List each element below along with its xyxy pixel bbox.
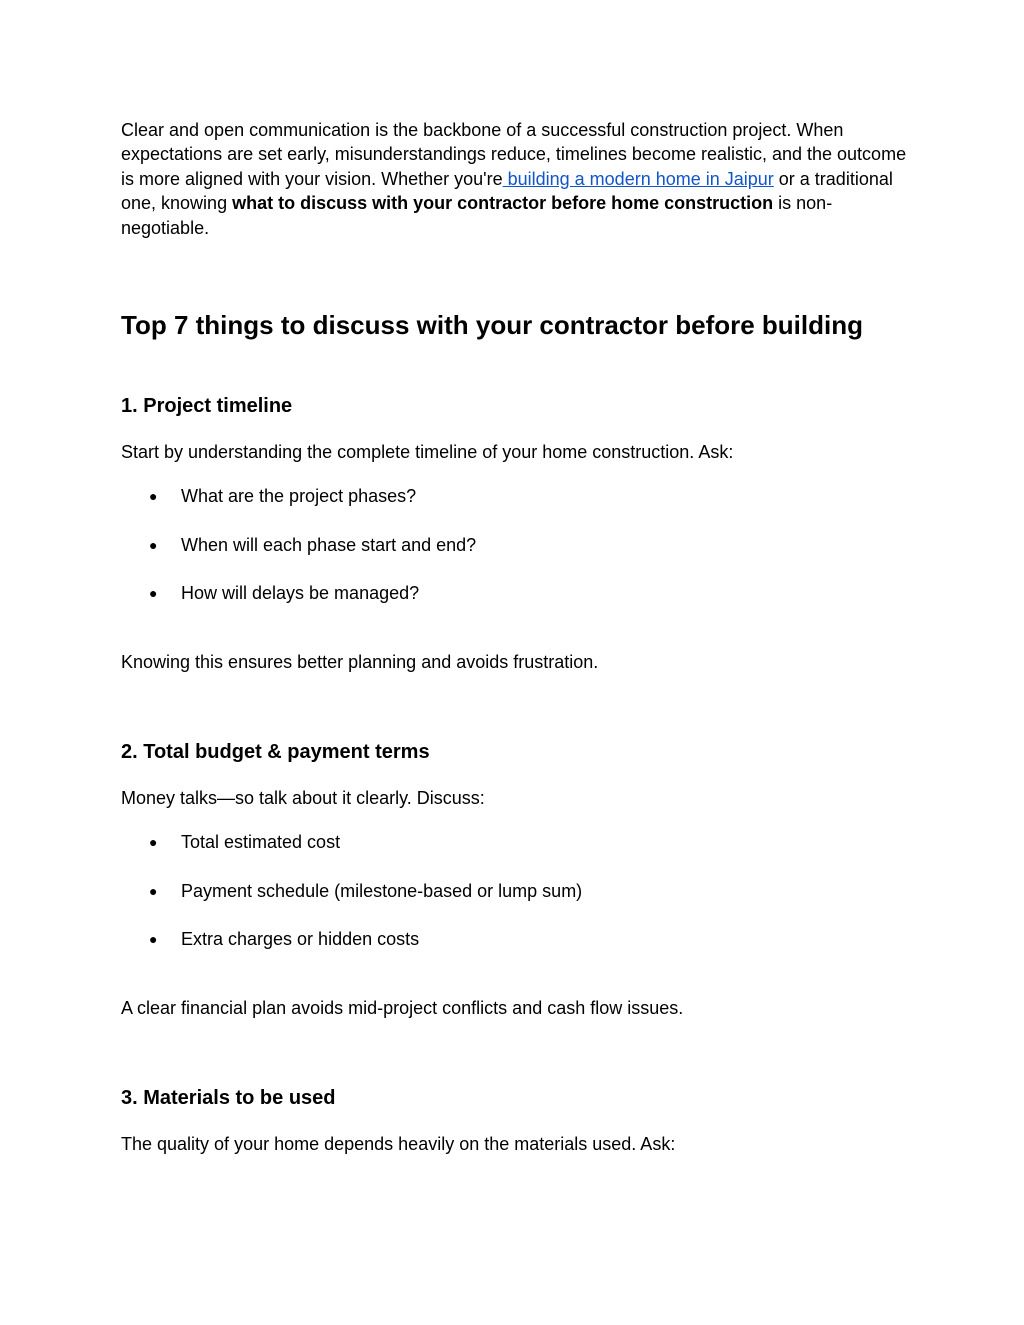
section-1-bullet-list: [121, 484, 476, 630]
list-item-text: When will each phase start and end?: [181, 534, 477, 555]
bullet-icon: ●: [149, 882, 158, 899]
section-1-closing: Knowing this ensures better planning and avoids frustration.: [121, 652, 599, 672]
section-2-lead: Money talks—so talk about it clearly. Discuss:: [121, 788, 485, 808]
section-1-heading: 1. Project timeline: [121, 395, 293, 417]
list-item-text: Total estimated cost: [181, 832, 341, 852]
list-item: [121, 533, 476, 582]
list-item-text: Extra charges or hidden costs: [181, 929, 420, 949]
intro-text-before-link: Clear and open communication is the backbone of a successful construction project. When expectations are set early, misunderstandings reduce, timelines become realistic, and the outcome is more aligned with your vision. Whether you're: [121, 120, 907, 189]
section-3-heading: 3. Materials to be used: [121, 1087, 336, 1109]
list-item: [121, 879, 582, 928]
list-item-text: Payment schedule (milestone-based or lump sum): [181, 880, 583, 901]
intro-text-end: is non-negotiable.: [121, 193, 833, 238]
list-item-text: How will delays be managed?: [181, 583, 420, 603]
section-3-lead: The quality of your home depends heavily on the materials used. Ask:: [121, 1134, 676, 1154]
bullet-icon: ●: [149, 488, 158, 504]
list-item: [121, 484, 476, 533]
intro-bold-text: what to discuss with your contractor before home construction: [232, 193, 774, 214]
bullet-icon: ●: [149, 536, 158, 553]
list-item-text: What are the project phases?: [181, 486, 417, 506]
list-item: [121, 581, 476, 630]
intro-text-after-link: or a traditional one, knowing: [121, 168, 893, 214]
bullet-icon: ●: [149, 931, 158, 947]
intro-paragraph: [121, 118, 911, 240]
main-heading: Top 7 things to discuss with your contractor before building: [121, 310, 863, 340]
section-2-heading: 2. Total budget & payment terms: [121, 741, 430, 763]
list-item: [121, 927, 582, 976]
section-2-closing: A clear financial plan avoids mid-project conflicts and cash flow issues.: [121, 998, 684, 1018]
modern-home-jaipur-link[interactable]: building a modern home in Jaipur: [502, 168, 774, 189]
bullet-icon: ●: [149, 585, 158, 601]
section-1-lead: Start by understanding the complete timeline of your home construction. Ask:: [121, 442, 734, 462]
list-item: [121, 830, 582, 879]
bullet-icon: ●: [149, 834, 158, 850]
section-2-bullet-list: [121, 830, 582, 976]
